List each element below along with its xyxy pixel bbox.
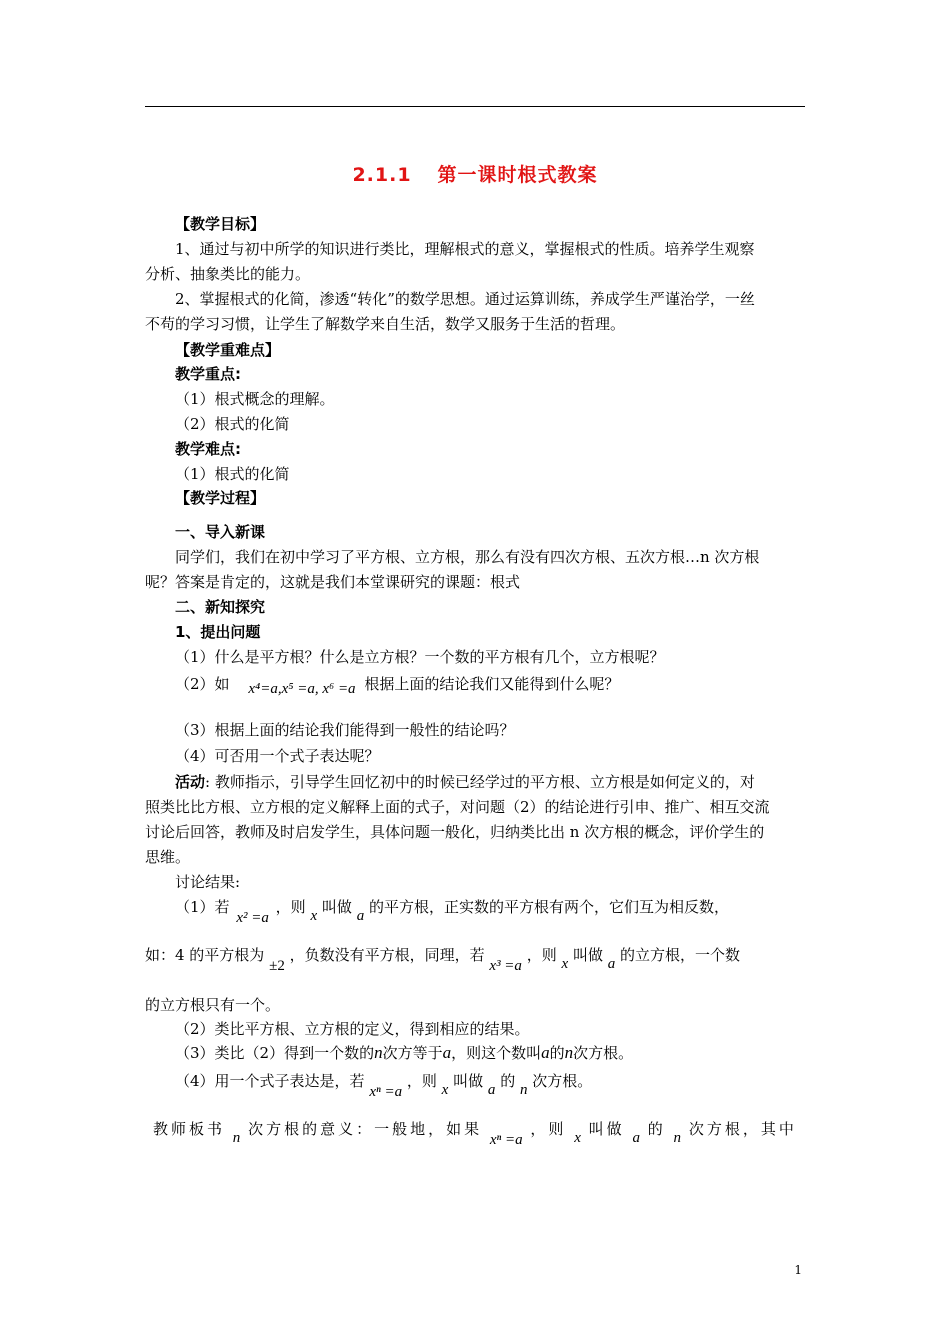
title-number: 2.1.1	[352, 164, 412, 186]
result-4: （4）用一个式子表达是，若 xⁿ =a ，则 x 叫做 a 的 n 次方根。	[175, 1072, 593, 1100]
process-heading: 【教学过程】	[175, 489, 266, 507]
section-1-heading: 一、导入新课	[175, 523, 266, 541]
question-1: （1）什么是平方根？什么是立方根？一个数的平方根有几个，立方根呢？	[175, 648, 665, 666]
title-text: 第一课时根式教案	[437, 164, 598, 186]
result-3: （3）类比（2）得到一个数的n次方等于a，则这个数叫a的n次方根。	[175, 1043, 634, 1062]
page-title	[0, 160, 950, 187]
goals-heading: 【教学目标】	[175, 215, 266, 233]
intro-line2: 呢？答案是肯定的，这就是我们本堂课研究的课题：根式	[145, 573, 521, 591]
board-definition: 教师板书 n 次方根的意义：一般地，如果 xⁿ =a ，则 x 叫做 a 的 n 次方根，其中	[153, 1120, 797, 1148]
goals-p2-line2: 不苟的学习习惯，让学生了解数学来自生活，数学又服务于生活的哲理。	[145, 315, 626, 333]
activity-line2: 照类比比方根、立方根的定义解释上面的式子，对问题（2）的结论进行引申、推广、相互交流	[145, 798, 770, 816]
result-2: （2）类比平方根、立方根的定义，得到相应的结果。	[175, 1020, 530, 1038]
activity-line1: 活动: 教师指示，引导学生回忆初中的时候已经学过的平方根、立方根是如何定义的，对	[175, 773, 755, 791]
header-rule	[145, 106, 805, 107]
focus-label: 教学重点:	[175, 365, 241, 383]
formula-x2a: x² =a	[236, 910, 269, 926]
result-1-example: 如：4 的平方根为 ±2 ，负数没有平方根，同理，若 x³ =a ，则 x 叫做 a 的立方根，一个数	[145, 946, 741, 974]
result-label: 讨论结果:	[175, 873, 241, 891]
goals-p2-line1: 2、掌握根式的化简，渗透“转化”的数学思想。通过运算训练，养成学生严谨治学，一丝	[175, 290, 755, 308]
difficulty-item-1: （1）根式的化简	[175, 465, 290, 483]
goals-p1-line2: 分析、抽象类比的能力。	[145, 265, 311, 283]
formula-board-xna: xⁿ =a	[489, 1132, 523, 1148]
difficulty-label: 教学难点:	[175, 440, 241, 458]
activity-line4: 思维。	[145, 848, 191, 866]
goals-p1-line1: 1、通过与初中所学的知识进行类比，理解根式的意义，掌握根式的性质。培养学生观察	[175, 240, 755, 258]
question-2: （2）如 x⁴=a,x⁵ =a, x⁶ =a 根据上面的结论我们又能得到什么呢？	[175, 675, 620, 697]
result-1-end: 的立方根只有一个。	[145, 996, 281, 1014]
focus-item-2: （2）根式的化简	[175, 415, 290, 433]
focus-item-1: （1）根式概念的理解。	[175, 390, 335, 408]
question-2-formula: x⁴=a,x⁵ =a, x⁶ =a	[248, 681, 356, 697]
formula-pm2: ±2	[269, 958, 285, 974]
question-4: （4）可否用一个式子表达呢？	[175, 747, 380, 765]
formula-x3a: x³ =a	[489, 958, 522, 974]
result-1: （1）若 x² =a ，则 x 叫做 a 的平方根，正实数的平方根有两个，它们互为相反数，	[175, 898, 729, 926]
activity-line3: 讨论后回答，教师及时启发学生，具体问题一般化，归纳类比出 n 次方根的概念，评价学生的	[145, 823, 765, 841]
keypoints-heading: 【教学重难点】	[175, 341, 281, 359]
page-number: 1	[794, 1263, 802, 1277]
question-3: （3）根据上面的结论我们能得到一般性的结论吗？	[175, 721, 515, 739]
intro-line1: 同学们，我们在初中学习了平方根、立方根，那么有没有四次方根、五次方根…n 次方根	[175, 548, 760, 566]
formula-xna: xⁿ =a	[369, 1084, 403, 1100]
subsection-1-heading: 1、提出问题	[175, 623, 261, 641]
section-2-heading: 二、新知探究	[175, 598, 266, 616]
